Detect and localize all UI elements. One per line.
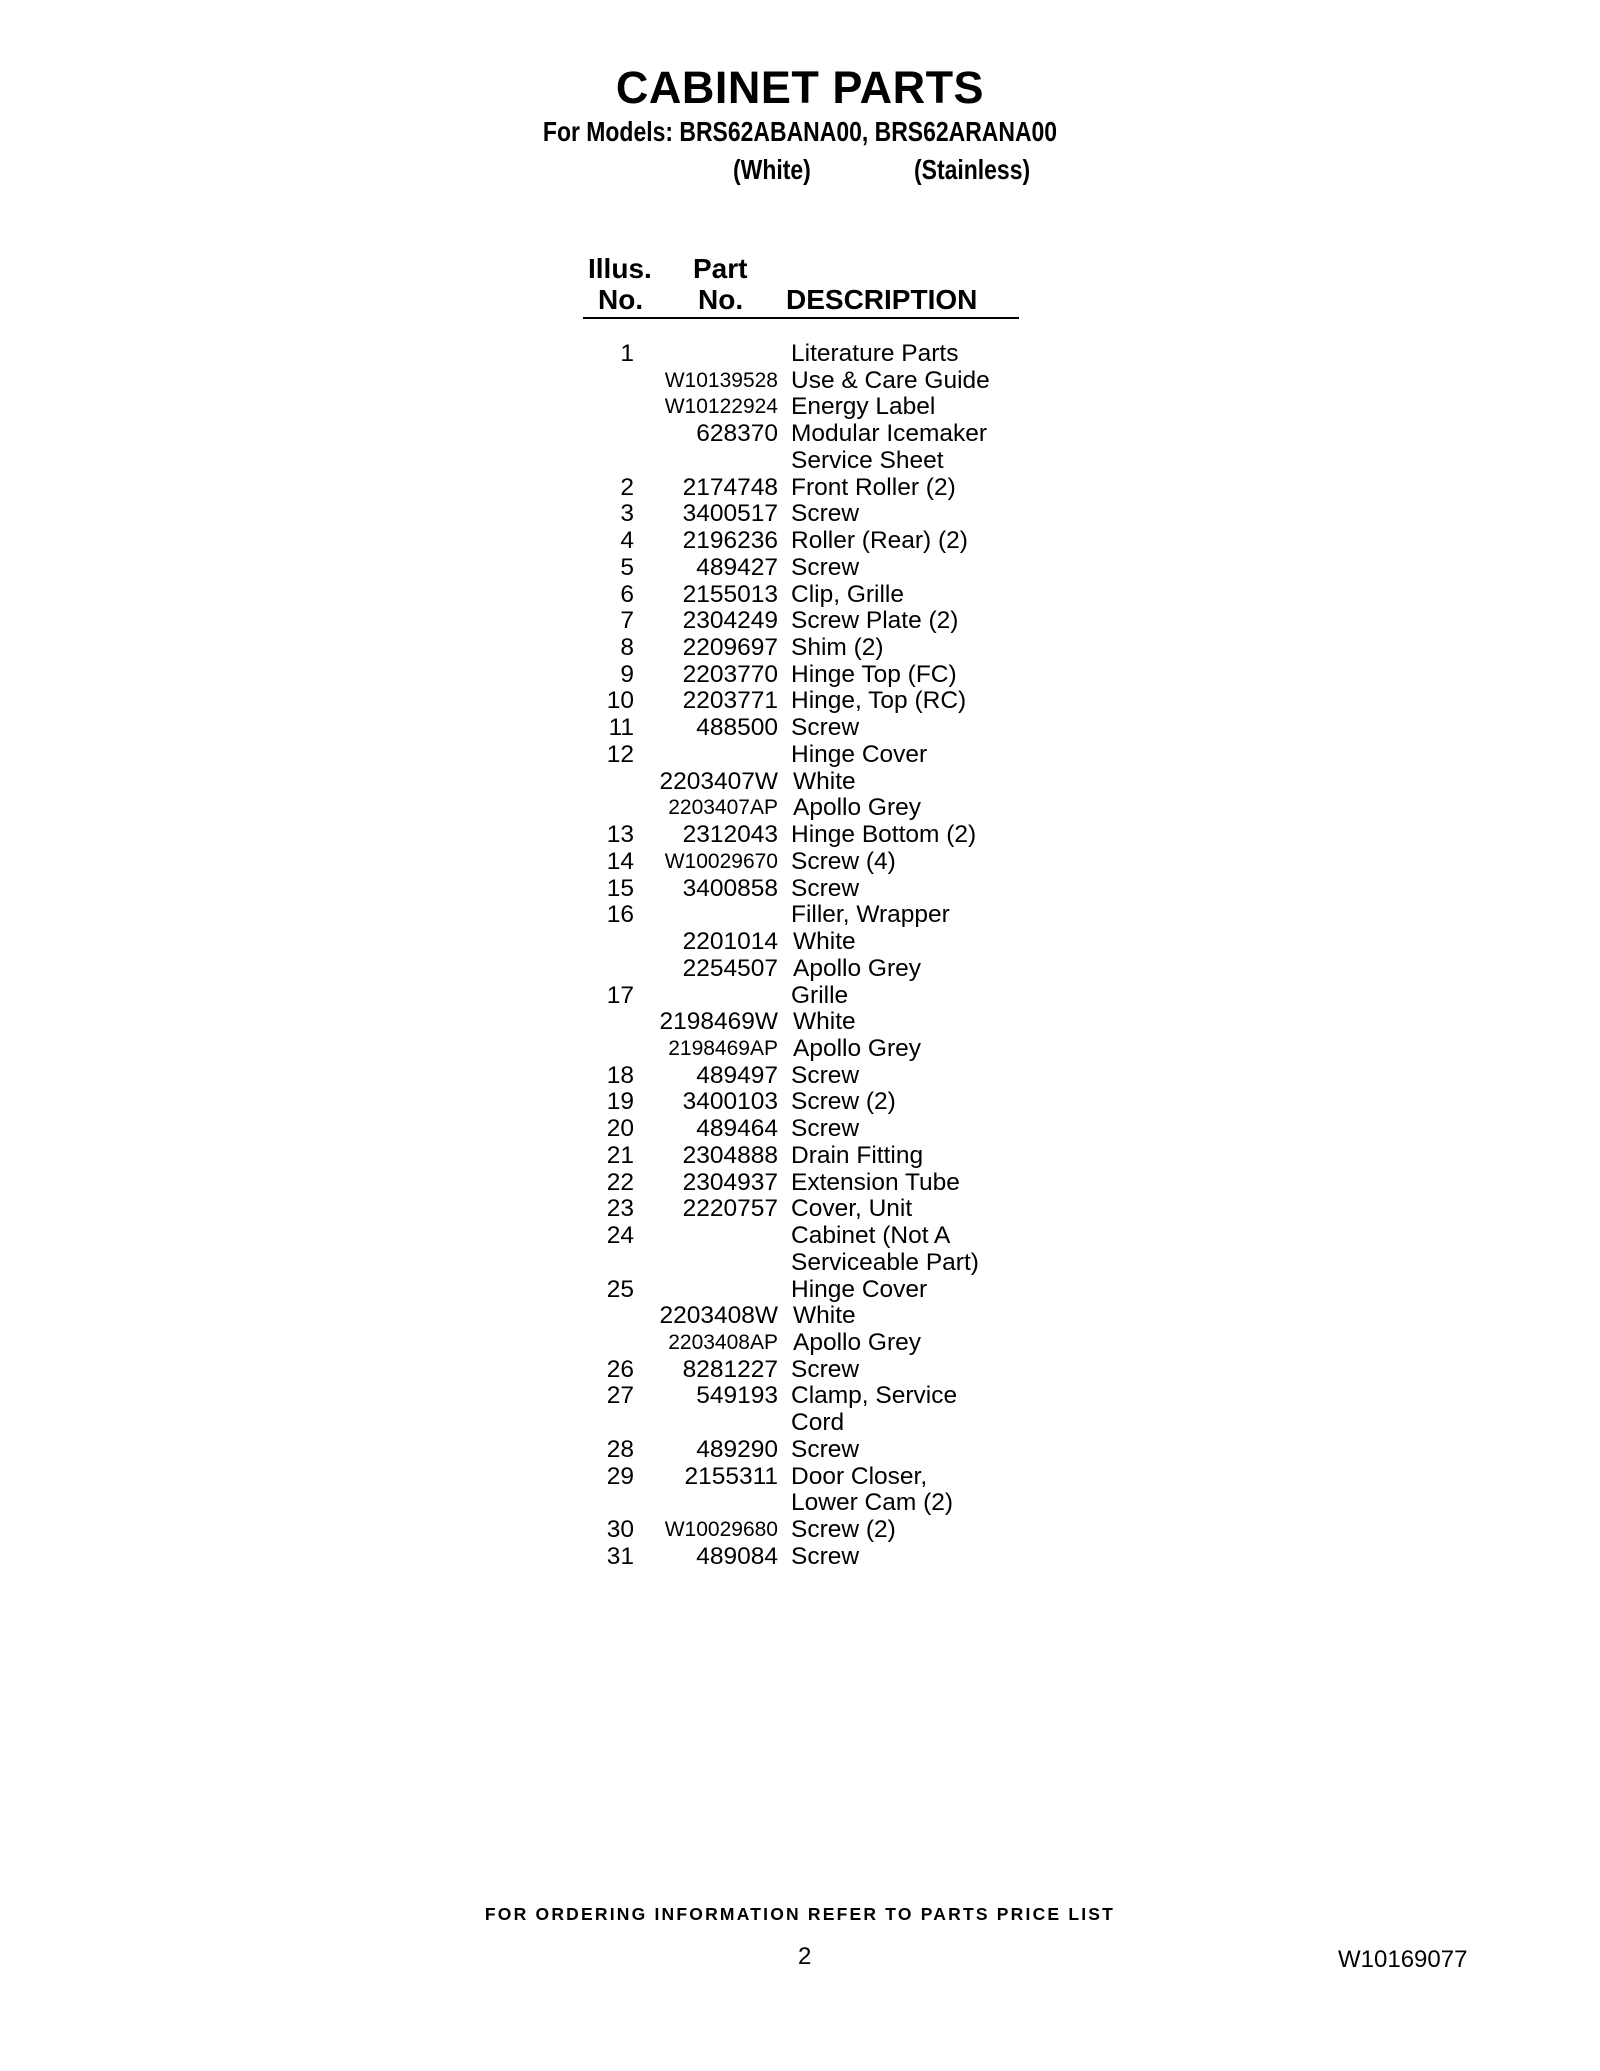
part-description: Filler, Wrapper	[791, 901, 950, 929]
part-description: Modular Icemaker	[791, 420, 988, 448]
part-description: Hinge Bottom (2)	[791, 821, 977, 849]
table-row	[0, 500, 1600, 527]
part-description: Screw	[791, 553, 860, 581]
illus-number: 18	[606, 1061, 634, 1089]
part-description: Cover, Unit	[791, 1195, 913, 1223]
illus-number: 21	[606, 1141, 634, 1169]
part-number: W10029670	[664, 849, 778, 873]
part-number: 2198469AP	[668, 1036, 778, 1060]
part-number: 2203407AP	[668, 796, 778, 820]
part-number: 2198469W	[659, 1008, 778, 1036]
table-row	[0, 875, 1600, 902]
part-number: 2312043	[682, 821, 778, 849]
table-row	[0, 848, 1600, 875]
table-row	[0, 1222, 1600, 1249]
table-row	[0, 1382, 1600, 1409]
part-description: Screw	[791, 1355, 860, 1383]
part-number: 489290	[696, 1435, 778, 1463]
illus-number: 27	[606, 1382, 634, 1410]
table-row	[0, 393, 1600, 420]
part-description: Shim (2)	[791, 634, 884, 662]
table-row	[0, 1329, 1600, 1356]
part-description: Hinge Cover	[791, 740, 928, 768]
part-description: Apollo Grey	[793, 1034, 922, 1062]
part-description: Clamp, Service	[791, 1382, 958, 1410]
table-row	[0, 901, 1600, 928]
part-description: White	[793, 1302, 856, 1330]
part-description: Hinge, Top (RC)	[791, 687, 967, 715]
table-row	[0, 1276, 1600, 1303]
table-row	[0, 955, 1600, 982]
part-number: 489464	[696, 1115, 778, 1143]
part-description: Use & Care Guide	[791, 366, 990, 394]
part-number: 549193	[696, 1382, 778, 1410]
part-number: 3400858	[682, 874, 778, 902]
table-row	[0, 607, 1600, 634]
part-description: Hinge Top (FC)	[791, 660, 957, 688]
variant-stainless: (Stainless)	[914, 154, 1031, 185]
part-number: 2203408W	[659, 1302, 778, 1330]
part-description: Screw (2)	[791, 1516, 896, 1544]
part-description: White	[793, 1008, 856, 1036]
illus-number: 24	[606, 1222, 634, 1250]
part-number: 2155013	[682, 580, 778, 608]
illus-number: 7	[620, 607, 634, 635]
table-row	[0, 1489, 1600, 1516]
part-description: Screw	[791, 714, 860, 742]
part-description: White	[793, 928, 856, 956]
illus-number: 3	[620, 500, 634, 528]
part-description: Apollo Grey	[793, 954, 922, 982]
table-row	[0, 1195, 1600, 1222]
illus-number: 23	[606, 1195, 634, 1223]
illus-number: 11	[608, 714, 634, 742]
part-description: Screw	[791, 500, 860, 528]
illus-number: 26	[606, 1355, 634, 1383]
part-description: Clip, Grille	[791, 580, 904, 608]
table-row	[0, 1115, 1600, 1142]
part-description: Screw	[791, 1061, 860, 1089]
part-description: Screw	[791, 1435, 860, 1463]
part-description: White	[793, 767, 856, 795]
illus-number: 1	[620, 340, 634, 367]
illus-number: 6	[620, 580, 634, 608]
table-row	[0, 634, 1600, 661]
part-number: 488500	[696, 714, 778, 742]
illus-number: 28	[606, 1435, 634, 1463]
table-row	[0, 340, 1600, 367]
part-description: Screw (4)	[791, 847, 896, 875]
column-header-part-2: No.	[698, 284, 744, 315]
part-description: Screw	[791, 1115, 860, 1143]
column-header-illus-2: No.	[598, 284, 644, 315]
part-number: 2304888	[682, 1141, 778, 1169]
table-row	[0, 687, 1600, 714]
part-description: Screw	[791, 874, 860, 902]
table-row	[0, 928, 1600, 955]
column-header-part-1: Part	[693, 253, 748, 284]
models-line: For Models: BRS62ABANA00, BRS62ARANA00	[542, 116, 1058, 147]
table-row	[0, 1249, 1600, 1276]
illus-number: 29	[606, 1462, 634, 1490]
part-number: 2203771	[682, 687, 778, 715]
table-row	[0, 794, 1600, 821]
table-row	[0, 1169, 1600, 1196]
table-row	[0, 741, 1600, 768]
part-description: Lower Cam (2)	[791, 1489, 954, 1517]
part-description: Apollo Grey	[793, 1329, 922, 1356]
header-rule	[583, 317, 1019, 319]
part-description: Extension Tube	[791, 1168, 960, 1196]
illus-number: 4	[620, 527, 634, 555]
variant-white: (White)	[733, 154, 811, 185]
table-row	[0, 714, 1600, 741]
illus-number: 12	[606, 740, 634, 768]
illus-number: 16	[606, 901, 634, 929]
part-description: Cord	[791, 1409, 845, 1437]
illus-number: 30	[606, 1516, 634, 1544]
table-row	[0, 661, 1600, 688]
part-number: 8281227	[682, 1355, 778, 1383]
table-row	[0, 1356, 1600, 1383]
part-description: Screw (2)	[791, 1088, 896, 1116]
part-description: Energy Label	[791, 393, 936, 421]
part-description: Apollo Grey	[793, 794, 922, 822]
table-row	[0, 1543, 1600, 1570]
part-number: 2203407W	[659, 767, 778, 795]
part-number: 2174748	[682, 473, 778, 501]
part-number: 2155311	[684, 1462, 778, 1490]
ordering-note: FOR ORDERING INFORMATION REFER TO PARTS PRICE LIST	[484, 1904, 1116, 1924]
illus-number: 25	[606, 1275, 634, 1303]
table-row	[0, 527, 1600, 554]
part-description: Literature Parts	[791, 340, 959, 367]
part-number: W10139528	[664, 368, 778, 392]
part-description: Front Roller (2)	[791, 473, 956, 501]
illus-number: 13	[606, 821, 634, 849]
table-row	[0, 982, 1600, 1009]
illus-number: 2	[620, 473, 634, 501]
table-row	[0, 1008, 1600, 1035]
table-row	[0, 1035, 1600, 1062]
table-row	[0, 1062, 1600, 1089]
part-description: Service Sheet	[791, 446, 944, 474]
part-number: 2304937	[682, 1168, 778, 1196]
part-description: Screw Plate (2)	[791, 607, 959, 635]
table-row	[0, 1142, 1600, 1169]
table-row	[0, 474, 1600, 501]
illus-number: 31	[606, 1542, 634, 1570]
part-number: 3400103	[682, 1088, 778, 1116]
part-description: Door Closer,	[791, 1462, 928, 1490]
part-number: 2220757	[682, 1195, 778, 1223]
part-number: 2203770	[682, 660, 778, 688]
table-row	[0, 1516, 1600, 1543]
page-number: 2	[798, 1943, 812, 1970]
illus-number: 14	[606, 847, 634, 875]
part-description: Cabinet (Not A	[791, 1222, 951, 1250]
part-number: 628370	[696, 420, 778, 448]
part-description: Drain Fitting	[791, 1141, 924, 1169]
part-description: Screw	[791, 1542, 860, 1570]
illus-number: 15	[606, 874, 634, 902]
part-number: 489497	[696, 1061, 778, 1089]
table-row	[0, 554, 1600, 581]
page-title: CABINET PARTS	[615, 62, 985, 113]
part-number: 2304249	[682, 607, 778, 635]
part-number: 3400517	[682, 500, 778, 528]
part-number: W10029680	[664, 1518, 778, 1542]
part-number: 2201014	[682, 928, 778, 956]
table-row	[0, 1409, 1600, 1436]
part-number: 489427	[696, 553, 778, 581]
illus-number: 5	[620, 553, 634, 581]
part-number: 2254507	[682, 954, 778, 982]
table-row	[0, 1302, 1600, 1329]
table-row	[0, 420, 1600, 447]
table-row	[0, 821, 1600, 848]
part-number: 489084	[696, 1542, 778, 1570]
part-number: 2203408AP	[668, 1331, 778, 1354]
column-header-illus-1: Illus.	[588, 253, 652, 284]
part-description: Roller (Rear) (2)	[791, 527, 968, 555]
table-row	[0, 447, 1600, 474]
table-row	[0, 1088, 1600, 1115]
table-row	[0, 1463, 1600, 1490]
column-header-description: DESCRIPTION	[786, 284, 978, 315]
table-row	[0, 367, 1600, 394]
illus-number: 9	[620, 660, 634, 688]
part-number: W10122924	[664, 395, 778, 419]
illus-number: 22	[606, 1168, 634, 1196]
part-number: 2209697	[682, 634, 778, 662]
table-row	[0, 768, 1600, 795]
table-row	[0, 1436, 1600, 1463]
illus-number: 10	[606, 687, 634, 715]
illus-number: 19	[606, 1088, 634, 1116]
table-row	[0, 581, 1600, 608]
part-description: Grille	[791, 981, 849, 1009]
part-description: Serviceable Part)	[791, 1248, 979, 1276]
part-number: 2196236	[682, 527, 778, 555]
part-description: Hinge Cover	[791, 1275, 928, 1303]
illus-number: 8	[620, 634, 634, 662]
illus-number: 17	[606, 981, 634, 1009]
document-number: W10169077	[1338, 1946, 1468, 1973]
illus-number: 20	[606, 1115, 634, 1143]
